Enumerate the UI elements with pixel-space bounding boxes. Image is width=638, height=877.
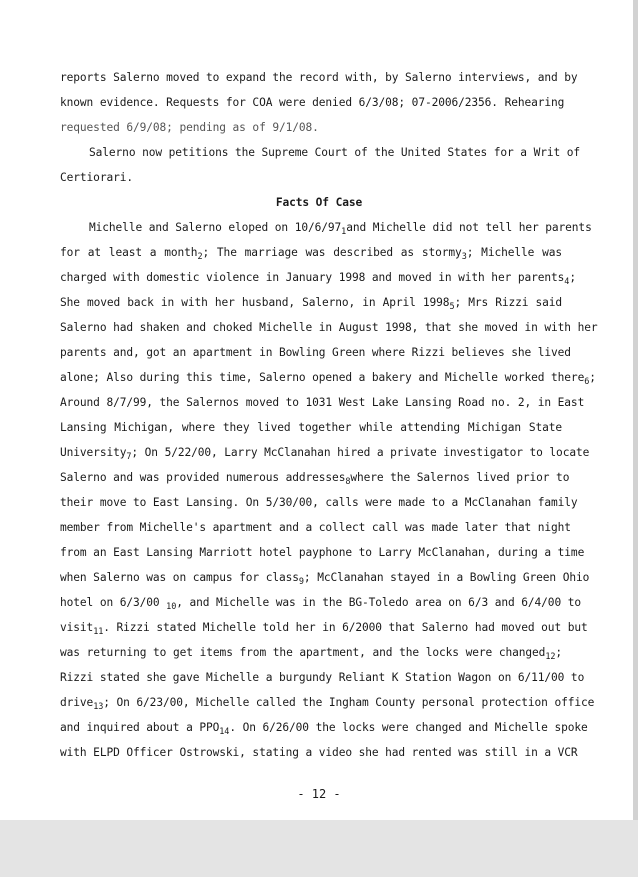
text-line — [60, 521, 571, 535]
text-run: ; On 5/22/00, Larry McClanahan hired a private investigator to locate — [131, 446, 590, 459]
text-line: reports Salerno moved to expand the record with, by Salerno interviews, and by — [60, 71, 578, 84]
text-run: . Rizzi stated Michelle told her in 6/2000 that Salerno had moved out but — [103, 621, 588, 634]
text-run: member from Michelle's apartment and a collect call was made later that night — [60, 521, 571, 534]
text-run: alone; Also during this time, Salerno opened a bakery and Michelle worked there — [60, 371, 585, 384]
text-run: visit — [60, 621, 94, 634]
text-line — [60, 396, 585, 410]
text-run: Michelle and Salerno eloped on 10/6/97 — [89, 221, 342, 234]
text-line — [60, 296, 562, 310]
text-run: ; — [555, 646, 562, 659]
footnote-marker: 2 — [197, 252, 203, 262]
text-line — [60, 371, 596, 387]
text-line — [60, 646, 562, 660]
text-run: Around 8/7/99, the Salernos moved to 1031 West Lake Lansing Road no. 2, in East — [60, 396, 585, 409]
footnote-marker: 1 — [341, 227, 347, 237]
text-run: . On 6/26/00 the locks were changed and Michelle spoke — [229, 721, 588, 734]
footnote-marker: 6 — [584, 377, 590, 387]
footnote-marker: 10 — [166, 602, 177, 612]
footnote-marker: 13 — [93, 702, 104, 712]
text-line — [60, 321, 598, 335]
text-run: and Michelle did not tell her parents — [346, 221, 592, 234]
section-heading: Facts Of Case — [275, 196, 363, 209]
footnote-marker: 11 — [93, 627, 104, 637]
text-line — [60, 696, 595, 712]
text-line — [60, 621, 588, 637]
text-run: was returning to get items from the apartment, and the locks were changed — [60, 646, 546, 659]
text-line — [60, 246, 562, 260]
footnote-marker: 7 — [126, 452, 132, 462]
text-line — [60, 596, 581, 612]
text-line — [60, 546, 585, 560]
text-run: ; Mrs Rizzi said — [454, 296, 563, 309]
text-run: where the Salernos lived prior to — [350, 471, 570, 484]
footnote-marker: 12 — [545, 652, 556, 662]
scan-margin — [0, 820, 638, 877]
text-line — [60, 421, 562, 435]
text-line — [60, 746, 578, 760]
text-run: their move to East Lansing. On 5/30/00, calls were made to a McClanahan family — [60, 496, 578, 509]
footnote-marker: 9 — [298, 577, 304, 587]
text-line — [60, 346, 571, 360]
text-run: drive — [60, 696, 94, 709]
text-line — [60, 446, 590, 462]
text-run: ; — [589, 371, 596, 384]
text-run: University — [60, 446, 127, 459]
text-line: requested 6/9/08; pending as of 9/1/08. — [60, 121, 319, 134]
text-run: ; The marriage was described as stormy — [202, 246, 462, 259]
text-run: when Salerno was on campus for class — [60, 571, 299, 584]
scan-edge — [633, 0, 638, 820]
text-run: for at least a month — [60, 246, 198, 259]
text-line — [60, 671, 585, 685]
text-line: Certiorari. — [60, 171, 133, 184]
text-run: and inquired about a PPO — [60, 721, 220, 734]
text-run: parents and, got an apartment in Bowling Green where Rizzi believes she lived — [60, 346, 571, 359]
text-line — [60, 721, 588, 737]
text-run: ; On 6/23/00, Michelle called the Ingham County personal protection office — [103, 696, 595, 709]
footnote-marker: 14 — [219, 727, 230, 737]
text-run: Rizzi stated she gave Michelle a burgundy Reliant K Station Wagon on 6/11/00 to — [60, 671, 585, 684]
text-line — [60, 271, 576, 287]
footnote-marker: 3 — [461, 252, 467, 262]
footnote-marker: 4 — [564, 277, 570, 287]
text-line: Salerno now petitions the Supreme Court of the United States for a Writ of — [89, 146, 581, 159]
text-run: Salerno and was provided numerous addresses — [60, 471, 346, 484]
text-line — [60, 571, 590, 587]
page-number: - 12 - — [297, 787, 341, 801]
text-line — [60, 496, 578, 510]
footnote-marker: 8 — [345, 477, 351, 487]
text-run: ; McClanahan stayed in a Bowling Green Ohio — [303, 571, 590, 584]
text-run: Lansing Michigan, where they lived together while attending Michigan State — [60, 421, 562, 434]
text-line: known evidence. Requests for COA were denied 6/3/08; 07-2006/2356. Rehearing — [60, 96, 565, 109]
text-run: Salerno had shaken and choked Michelle in August 1998, that she moved in with her — [60, 321, 598, 334]
text-line — [60, 471, 570, 487]
text-run: ; — [569, 271, 576, 284]
text-run: with ELPD Officer Ostrowski, stating a video she had rented was still in a VCR — [60, 746, 578, 759]
footnote-marker: 5 — [449, 302, 455, 312]
text-run: , and Michelle was in the BG-Toledo area on 6/3 and 6/4/00 to — [176, 596, 581, 609]
text-run: from an East Lansing Marriott hotel payphone to Larry McClanahan, during a time — [60, 546, 585, 559]
text-run: She moved back in with her husband, Salerno, in April 1998 — [60, 296, 450, 309]
text-run: charged with domestic violence in January 1998 and moved in with her parents — [60, 271, 565, 284]
text-run: hotel on 6/3/00 — [60, 596, 167, 609]
text-line — [89, 221, 592, 237]
text-run: ; Michelle was — [466, 246, 562, 259]
